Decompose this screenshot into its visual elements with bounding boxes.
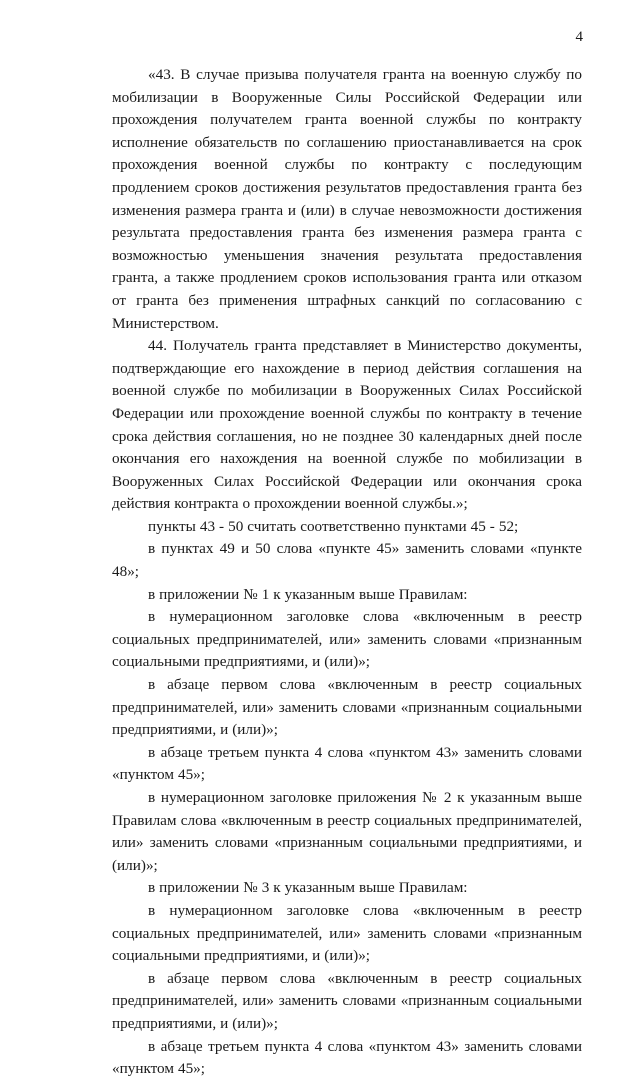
paragraph-appendix-1-first-para: в абзаце первом слова «включенным в реестр социальных предпринимателей, или» заменить словами «признанным социальными предприятиями, и (или)»;: [112, 676, 582, 739]
paragraph-renumber-items: пункты 43 - 50 считать соответственно пунктами 45 - 52;: [148, 517, 519, 535]
page-number: 4: [575, 29, 583, 45]
paragraph-item-43: «43. В случае призыва получателя гранта на военную службу по мобилизации в Вооруженные Силы Российской Федерации или прохождения получателем гранта военной службы по контракту исполнение обязательств по соглашению приостанавливается на срок прохождения военной службы по контракту с последующим продлением сроков достижения результатов предоставления гранта без изменения размера гранта и (или) в случае невозможности достижения результата предоставления гранта без изменения размера гранта с возможностью уменьшения значения результата предоставления гранта, а также продлением сроков использования гранта или отказом от гранта без применения штрафных санкций по согласованию с Министерством.: [112, 66, 582, 332]
document-body: [112, 64, 582, 1081]
paragraph-appendix-2-heading: в нумерационном заголовке приложения № 2 к указанным выше Правилам слова «включенным в реестр социальных предпринимателей, или» заменить словами «признанным социальными предприятиями, и (или)»;: [112, 789, 582, 874]
paragraph-appendix-1-heading: в нумерационном заголовке слова «включенным в реестр социальных предпринимателей, или» заменить словами «признанным социальными предприятиями, и (или)»;: [112, 608, 582, 671]
paragraph-appendix-3-intro: в приложении № 3 к указанным выше Правилам:: [148, 879, 468, 897]
paragraph-appendix-3-item-4: в абзаце третьем пункта 4 слова «пунктом 43» заменить словами «пунктом 45»;: [112, 1037, 582, 1078]
paragraph-appendix-3-first-para: в абзаце первом слова «включенным в реестр социальных предпринимателей, или» заменить словами «признанным социальными предприятиями, и (или)»;: [112, 969, 582, 1032]
paragraph-items-49-50: в пунктах 49 и 50 слова «пункте 45» заменить словами «пункте 48»;: [112, 540, 582, 581]
paragraph-appendix-3-heading: в нумерационном заголовке слова «включенным в реестр социальных предпринимателей, или» заменить словами «признанным социальными предприятиями, и (или)»;: [112, 901, 582, 965]
paragraph-item-44: 44. Получатель гранта представляет в Министерство документы, подтверждающие его нахождение в период действия соглашения на военной службе по мобилизации в Вооруженных Силах Российской Федерации или прохождение военной службы по контракту в течение срока действия соглашения, но не позднее 30 календарных дней после окончания его нахождения на военной службе по мобилизации в Вооруженных Силах Российской Федерации или окончания срока действия контракта о прохождении военной службы.»;: [112, 337, 582, 513]
paragraph-appendix-1-intro: в приложении № 1 к указанным выше Правилам:: [148, 585, 468, 603]
paragraph-appendix-1-item-4: в абзаце третьем пункта 4 слова «пунктом 43» заменить словами «пунктом 45»;: [112, 743, 582, 784]
